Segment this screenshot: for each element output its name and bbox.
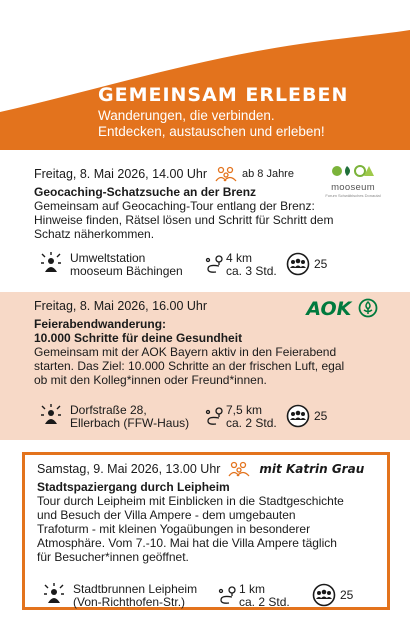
event-location: Dorfstraße 28, Ellerbach (FFW-Haus) bbox=[70, 403, 190, 430]
mooseum-logo-mark bbox=[331, 165, 375, 177]
event-date: Samstag, 9. Mai 2026, 13.00 Uhr bbox=[37, 462, 221, 476]
event-description: Gemeinsam auf Geocaching-Tour entlang der Brenz: Hinweise finden, Rätsel lösen und Schritt für Schritt dem Schatz näherkommen. bbox=[34, 199, 334, 241]
meeting-point-icon bbox=[43, 583, 65, 605]
event-title: Stadtspaziergang durch Leipheim bbox=[37, 480, 230, 494]
meeting-point-icon bbox=[40, 404, 62, 426]
event-meta bbox=[34, 402, 376, 432]
event-meta bbox=[34, 250, 376, 280]
event-group-size: 25 bbox=[314, 257, 328, 271]
event-group-size: 25 bbox=[314, 409, 328, 423]
event-guide: mit Katrin Grau bbox=[259, 462, 365, 476]
event-date: Freitag, 8. Mai 2026, 16.00 Uhr bbox=[34, 298, 208, 313]
event-meta bbox=[37, 581, 375, 611]
aok-logo bbox=[306, 298, 378, 320]
hikers-icon bbox=[0, 0, 56, 46]
event-distance: 1 km ca. 2 Std. bbox=[239, 582, 290, 609]
aok-logo-text: AOK bbox=[306, 298, 352, 320]
event-date: Freitag, 8. Mai 2026, 14.00 Uhr bbox=[34, 167, 208, 181]
event-location: Umweltstation mooseum Bächingen bbox=[70, 251, 183, 278]
route-icon bbox=[204, 254, 226, 274]
event-location: Stadtbrunnen Leipheim (Von-Richthofen-Str.) bbox=[73, 582, 198, 609]
mooseum-logo-subtext: Forum Schwäbisches Donautal bbox=[325, 193, 381, 198]
event-card-stadtspaziergang bbox=[22, 452, 390, 610]
header-title: GEMEINSAM ERLEBEN bbox=[98, 84, 349, 106]
event-description: Tour durch Leipheim mit Einblicken in die Stadtgeschichte und Besuch der Villa Ampere - dem umgebauten Trafoturm - mit kleinen Yogaübungen in besonderer Atmosphäre. Vom 7.-10. Mai hat die Villa Ampere täglich für Besucher*innen geöffnet. bbox=[37, 494, 344, 564]
aok-tree-icon bbox=[358, 298, 378, 318]
event-age: ab 8 Jahre bbox=[241, 168, 294, 180]
family-icon bbox=[228, 461, 250, 477]
event-distance: 4 km ca. 3 Std. bbox=[226, 251, 277, 278]
event-title: Feierabendwanderung: 10.000 Schritte für deine Gesundheit bbox=[34, 317, 243, 345]
group-size-icon bbox=[286, 252, 310, 276]
event-group-size: 25 bbox=[340, 588, 354, 602]
event-description: Gemeinsam mit der AOK Bayern aktiv in den Feierabend starten. Das Ziel: 10.000 Schritte an der frischen Luft, egal ob mit den Kolleg*innen oder Freund*innen. bbox=[34, 345, 345, 387]
group-size-icon bbox=[312, 583, 336, 607]
event-title: Geocaching-Schatzsuche an der Brenz bbox=[34, 185, 257, 199]
route-icon bbox=[204, 406, 226, 426]
event-distance: 7,5 km ca. 2 Std. bbox=[226, 403, 277, 430]
family-icon bbox=[215, 166, 237, 182]
header-subtitle: Wanderungen, die verbinden. Entdecken, austauschen und erleben! bbox=[98, 108, 325, 139]
meeting-point-icon bbox=[40, 252, 62, 274]
mooseum-logo-text: mooseum bbox=[331, 182, 375, 193]
event-date-line bbox=[37, 461, 375, 477]
group-size-icon bbox=[286, 404, 310, 428]
route-icon bbox=[217, 585, 239, 605]
mooseum-logo bbox=[318, 164, 388, 198]
header-banner bbox=[0, 0, 410, 150]
